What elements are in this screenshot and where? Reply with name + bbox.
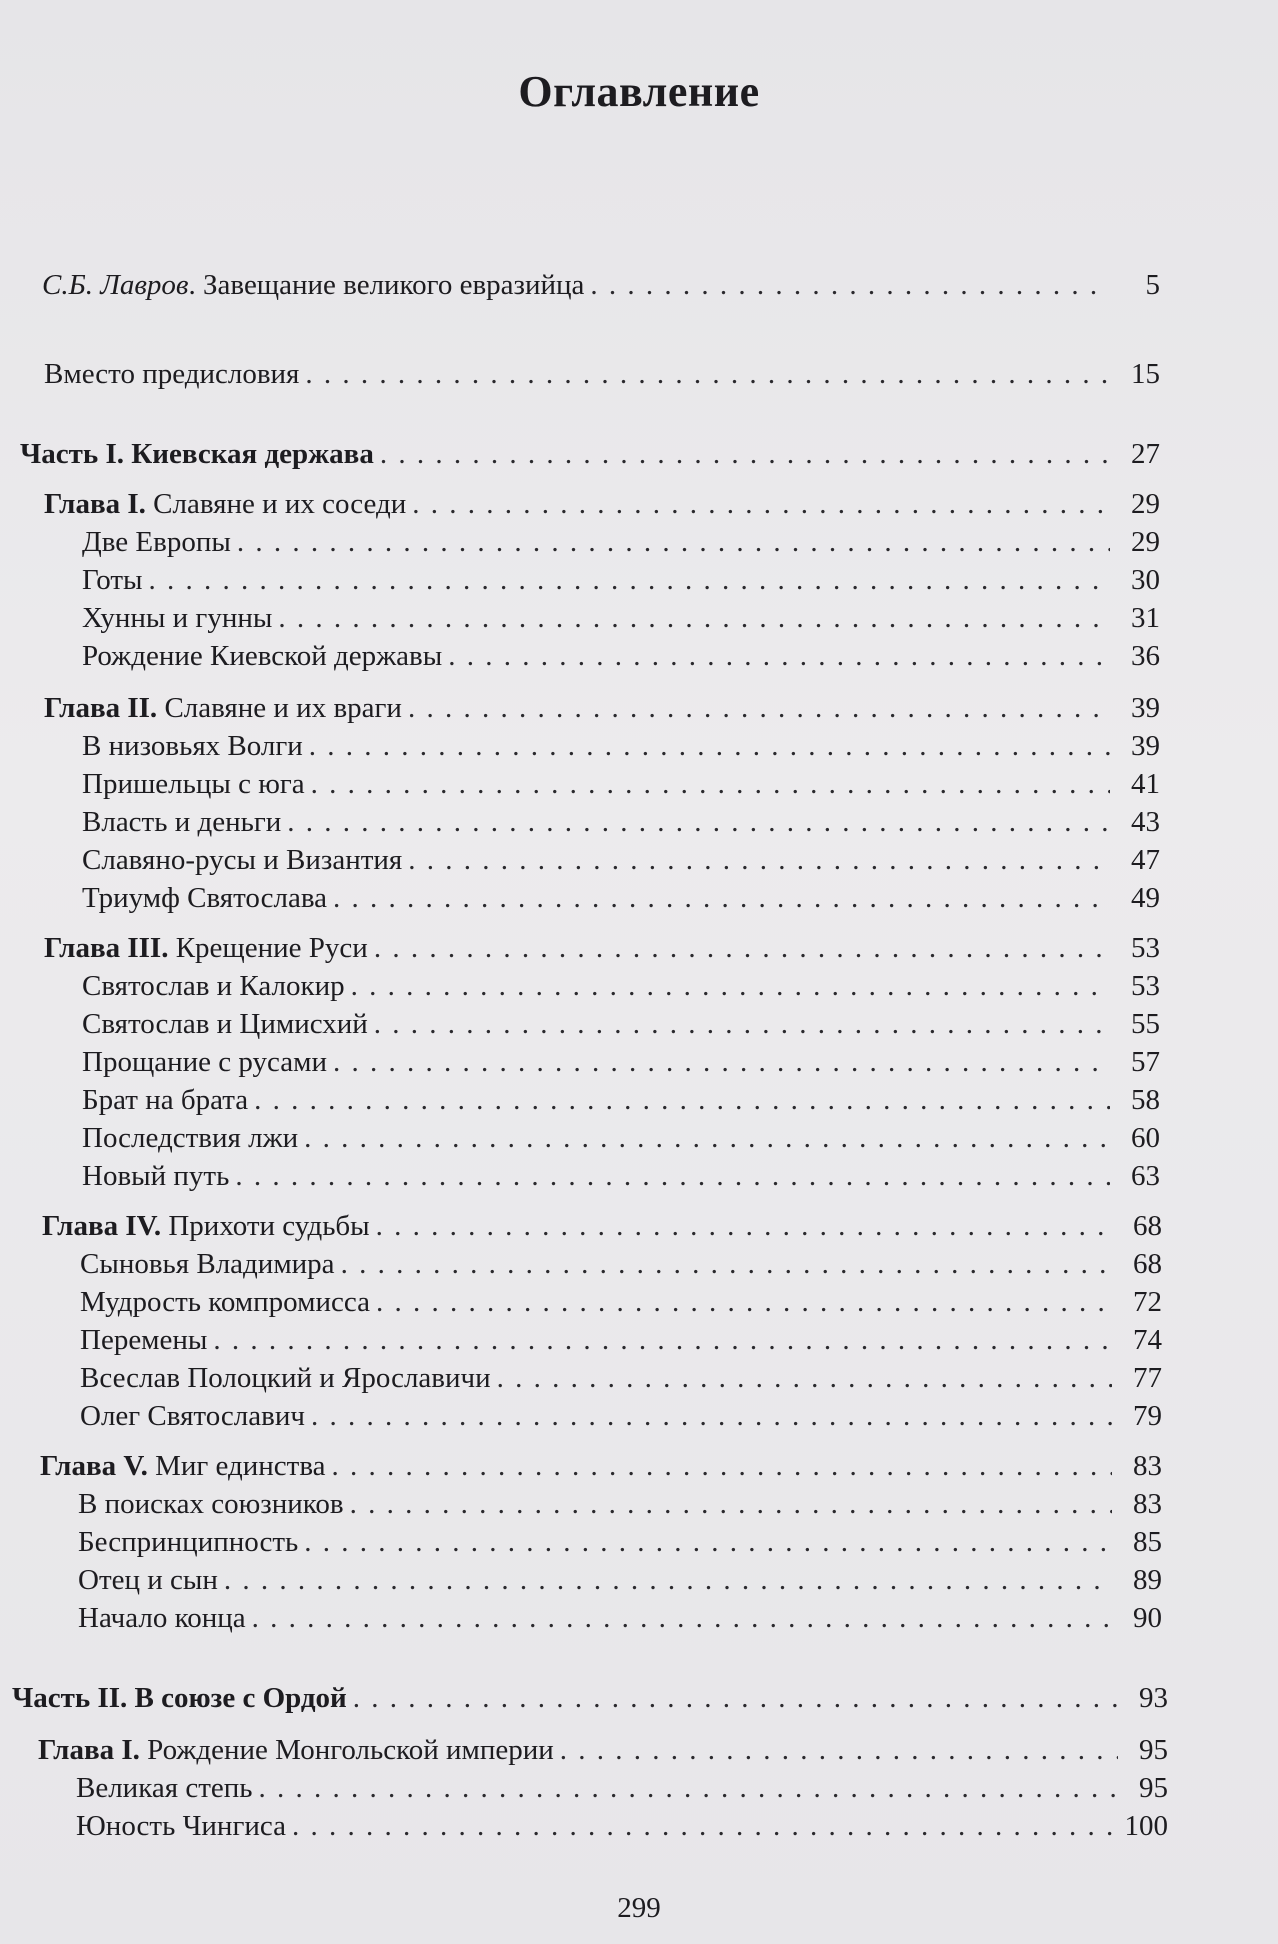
toc-section (82, 1044, 1160, 1080)
part-title: Часть I. Киевская держава (20, 438, 374, 470)
section-title: Великая степь (76, 1772, 253, 1804)
dot-leader (333, 1044, 1110, 1080)
toc-section (82, 1082, 1160, 1118)
dot-leader (341, 1246, 1112, 1282)
section-title: Готы (82, 564, 143, 596)
toc-section (82, 524, 1160, 560)
page-number: 83 (1133, 1450, 1162, 1482)
section-title: Триумф Святослава (82, 882, 328, 914)
toc-section (82, 638, 1160, 674)
page-number: 43 (1131, 806, 1160, 838)
page-number: 95 (1139, 1772, 1168, 1804)
page-number: 53 (1131, 970, 1160, 1002)
dot-leader (258, 1770, 1118, 1806)
section-title: Брат на брата (82, 1084, 249, 1116)
dot-leader (376, 1284, 1112, 1320)
page-number: 68 (1133, 1248, 1162, 1280)
section-title: Всеслав Полоцкий и Ярославичи (80, 1362, 491, 1394)
toc-section (82, 804, 1160, 840)
dot-leader (353, 1680, 1118, 1716)
dot-leader (252, 1600, 1112, 1636)
dot-leader (304, 1120, 1110, 1156)
page-number: 29 (1131, 488, 1160, 520)
chapter-label: Глава III. (44, 932, 169, 964)
toc-entry-preface (44, 356, 1160, 392)
section-title: Рождение Киевской державы (82, 640, 443, 672)
chapter-title: Славяне и их соседи (145, 488, 407, 520)
page-number: 31 (1131, 602, 1160, 634)
dot-leader (333, 880, 1110, 916)
page-number: 63 (1131, 1160, 1160, 1192)
toc-chapter (38, 1732, 1168, 1768)
chapter-title: Славяне и их враги (157, 692, 402, 724)
toc-section (78, 1524, 1162, 1560)
dot-leader (149, 562, 1111, 598)
page-number: 95 (1139, 1734, 1168, 1766)
section-title: Последствия лжи (82, 1122, 299, 1154)
section-title: Прощание с русами (82, 1046, 328, 1078)
section-title: Святослав и Цимисхий (82, 1008, 368, 1040)
dot-leader (287, 804, 1110, 840)
chapter-label: Глава I. (38, 1734, 140, 1766)
dot-leader (497, 1360, 1112, 1396)
toc-section (78, 1486, 1162, 1522)
page-number: 58 (1131, 1084, 1160, 1116)
dot-leader (408, 690, 1110, 726)
intro-title: . Завещание великого евразийца (188, 269, 585, 301)
section-title: Святослав и Калокир (82, 970, 345, 1002)
page-number: 77 (1133, 1362, 1162, 1394)
dot-leader (309, 728, 1110, 764)
page-number: 55 (1131, 1008, 1160, 1040)
page-number: 53 (1131, 932, 1160, 964)
section-title: Беспринципность (78, 1526, 299, 1558)
page-number: 90 (1133, 1602, 1162, 1634)
section-title: Начало конца (78, 1602, 246, 1634)
page-number: 89 (1133, 1564, 1162, 1596)
page-number: 47 (1131, 844, 1160, 876)
section-title: Две Европы (82, 526, 231, 558)
section-title: Мудрость компромисса (80, 1286, 370, 1318)
page-number: 72 (1133, 1286, 1162, 1318)
page-number: 39 (1131, 730, 1160, 762)
section-title: Пришельцы с юга (82, 768, 305, 800)
toc-section (82, 968, 1160, 1004)
dot-leader (374, 1006, 1110, 1042)
dot-leader (412, 486, 1110, 522)
dot-leader (351, 968, 1110, 1004)
page-number: 85 (1133, 1526, 1162, 1558)
toc-section (80, 1360, 1162, 1396)
chapter-title: Крещение Руси (168, 932, 368, 964)
chapter-label: Глава V. (40, 1450, 148, 1482)
intro-author: С.Б. Лавров (42, 269, 189, 301)
dot-leader (311, 766, 1110, 802)
section-title: Юность Чингиса (76, 1810, 286, 1842)
section-title: В поисках союзников (78, 1488, 344, 1520)
dot-leader (304, 1524, 1112, 1560)
toc-section (78, 1562, 1162, 1598)
page-number: 68 (1133, 1210, 1162, 1242)
toc-section (82, 1006, 1160, 1042)
toc-section (82, 600, 1160, 636)
toc-chapter (42, 1208, 1162, 1244)
page-number: 74 (1133, 1324, 1162, 1356)
dot-leader (408, 842, 1110, 878)
section-title: Власть и деньги (82, 806, 282, 838)
dot-leader (448, 638, 1110, 674)
dot-leader (224, 1562, 1112, 1598)
dot-leader (254, 1082, 1110, 1118)
page-number: 29 (1131, 526, 1160, 558)
page-number: 93 (1139, 1682, 1168, 1714)
section-title: Олег Святославич (80, 1400, 305, 1432)
dot-leader (235, 1158, 1110, 1194)
preface-title: Вместо предисловия (44, 358, 300, 390)
dot-leader (376, 1208, 1112, 1244)
section-title: Хунны и гунны (82, 602, 273, 634)
toc-section (78, 1600, 1162, 1636)
dot-leader (332, 1448, 1112, 1484)
toc-section (82, 842, 1160, 878)
toc-chapter (44, 690, 1160, 726)
section-title: В низовьях Волги (82, 730, 303, 762)
section-title: Сыновья Владимира (80, 1248, 335, 1280)
dot-leader (213, 1322, 1112, 1358)
page-number: 36 (1131, 640, 1160, 672)
toc-section (80, 1398, 1162, 1434)
toc-section (76, 1770, 1168, 1806)
page-number: 83 (1133, 1488, 1162, 1520)
page-number: 39 (1131, 692, 1160, 724)
toc-part-2 (12, 1680, 1168, 1716)
toc-chapter (40, 1448, 1162, 1484)
toc-chapter (44, 486, 1160, 522)
toc-section (82, 880, 1160, 916)
dot-leader (237, 524, 1110, 560)
section-title: Перемены (80, 1324, 208, 1356)
toc-section (82, 766, 1160, 802)
toc-section (82, 562, 1160, 598)
page-number-footer: 299 (617, 1892, 661, 1924)
chapter-label: Глава IV. (42, 1210, 162, 1242)
page-number: 79 (1133, 1400, 1162, 1432)
page-number: 100 (1124, 1810, 1168, 1842)
page-number: 5 (1145, 269, 1160, 301)
dot-leader (374, 930, 1110, 966)
section-title: Новый путь (82, 1160, 230, 1192)
toc-section (82, 1120, 1160, 1156)
dot-leader (311, 1398, 1112, 1434)
toc-chapter (44, 930, 1160, 966)
dot-leader (292, 1808, 1118, 1844)
chapter-title: Рождение Монгольской империи (139, 1734, 554, 1766)
dot-leader (305, 356, 1110, 392)
chapter-title: Прихоти судьбы (161, 1210, 370, 1242)
dot-leader (560, 1732, 1118, 1768)
part-title: Часть II. В союзе с Ордой (12, 1682, 347, 1714)
dot-leader (590, 267, 1110, 303)
toc-section (80, 1284, 1162, 1320)
page-number: 57 (1131, 1046, 1160, 1078)
page-number: 27 (1131, 438, 1160, 470)
dot-leader (380, 436, 1110, 472)
dot-leader (350, 1486, 1112, 1522)
toc-section (80, 1322, 1162, 1358)
toc-entry-intro (42, 267, 1160, 303)
page-title: Оглавление (518, 67, 760, 116)
toc-section (82, 728, 1160, 764)
toc-part-1 (20, 436, 1160, 472)
page-number: 60 (1131, 1122, 1160, 1154)
chapter-label: Глава II. (44, 692, 158, 724)
chapter-title: Миг единства (147, 1450, 326, 1482)
section-title: Славяно-русы и Византия (82, 844, 403, 876)
page-number: 41 (1131, 768, 1160, 800)
page-number: 30 (1131, 564, 1160, 596)
page-number: 15 (1131, 358, 1160, 390)
chapter-label: Глава I. (44, 488, 146, 520)
toc-section (80, 1246, 1162, 1282)
page-number: 49 (1131, 882, 1160, 914)
section-title: Отец и сын (78, 1564, 218, 1596)
dot-leader (278, 600, 1110, 636)
toc-section (82, 1158, 1160, 1194)
toc-section (76, 1808, 1168, 1844)
